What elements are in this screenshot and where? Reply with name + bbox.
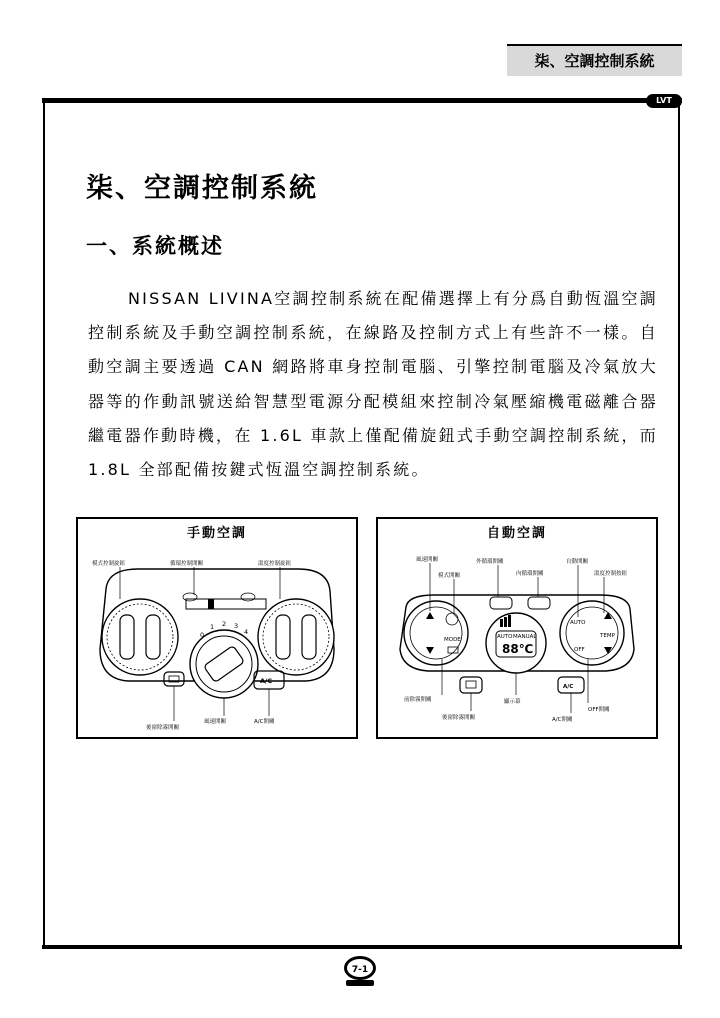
publisher-emblem-icon — [338, 952, 382, 988]
off-button-text: OFF — [574, 647, 585, 653]
auto-ac-figure — [376, 517, 658, 739]
ac-button-text: A/C — [563, 684, 574, 690]
ac-button-text: A/C — [260, 677, 273, 685]
mode-knob-drawing — [102, 599, 178, 675]
fan-switch-label: 風速開關 — [416, 557, 439, 563]
chapter-tab: 柒、空調控制系統 — [507, 44, 682, 76]
auto-button-text: AUTO — [570, 620, 586, 626]
auto-ac-diagram — [378, 519, 656, 737]
fan-number: 4 — [244, 628, 249, 636]
manual-ac-diagram — [78, 519, 356, 737]
display-manual-text: MANUAL — [513, 634, 537, 640]
temp-button-label: 溫度控制按鈕 — [594, 571, 628, 577]
auto-ac-title: 自動空調 — [486, 526, 547, 541]
fan-number: 0 — [200, 631, 205, 639]
display-label: 顯示幕 — [504, 699, 521, 705]
chapter-title: 柒、空調控制系統 — [86, 173, 318, 204]
fan-number: 1 — [210, 623, 215, 631]
fan-number: 3 — [234, 622, 239, 630]
ac-switch-label: A/C開關 — [254, 719, 275, 725]
recirc-lever-label: 循環控制開關 — [170, 561, 204, 567]
manual-ac-title: 手動空調 — [186, 526, 247, 541]
section-title: 一、系統概述 — [86, 234, 224, 258]
publisher-badge: LVT — [646, 94, 682, 108]
auto-switch-label: 自動開關 — [566, 559, 589, 565]
footer-rule — [42, 945, 682, 949]
display-temp-text: 88℃ — [502, 642, 534, 656]
ac-switch-label: A/C開關 — [552, 717, 573, 723]
fan-switch-label: 風速開關 — [204, 719, 227, 725]
rear-defog-label: 後窗除霧開關 — [146, 725, 180, 731]
mode-button-text: MODE — [444, 637, 461, 643]
fan-number: 2 — [222, 620, 227, 628]
body-paragraph: NISSAN LIVINA空調控制系統在配備選擇上有分爲自動恆溫空調控制系統及手動空調控制系統，在線路及控制方式上有些許不一樣。自動空調主要透過 CAN 網路將車身控制電腦、引擎控制電腦及冷氣放大器等的作動訊號送給智慧型電源分配模組來控制冷氣壓縮機電磁離合器繼電器作動時機，在 1.6L 車款上僅配備旋鈕式手動空調控制系統，而 1.8L 全部配備按鍵式恆溫空調控制系統。 — [88, 289, 658, 480]
mode-knob-label: 模式控制旋鈕 — [92, 561, 126, 567]
front-defog-label: 前除霧開關 — [404, 697, 432, 703]
off-switch-label: OFF開關 — [588, 707, 610, 713]
mode-switch-label: 模式開關 — [438, 573, 461, 579]
temp-knob-drawing — [258, 599, 334, 675]
rear-defog-label: 後窗除霧開關 — [442, 715, 476, 721]
manual-ac-figure — [76, 517, 358, 739]
temp-knob-label: 溫度控制旋鈕 — [258, 561, 292, 567]
display-auto-text: AUTO — [497, 634, 513, 640]
fan-knob-drawing — [190, 620, 258, 698]
page-number: 7-1 — [351, 965, 369, 975]
outside-air-label: 外循環開關 — [476, 559, 504, 565]
inside-air-label: 內循環開關 — [516, 571, 544, 577]
temp-button-text: TEMP — [600, 633, 615, 639]
